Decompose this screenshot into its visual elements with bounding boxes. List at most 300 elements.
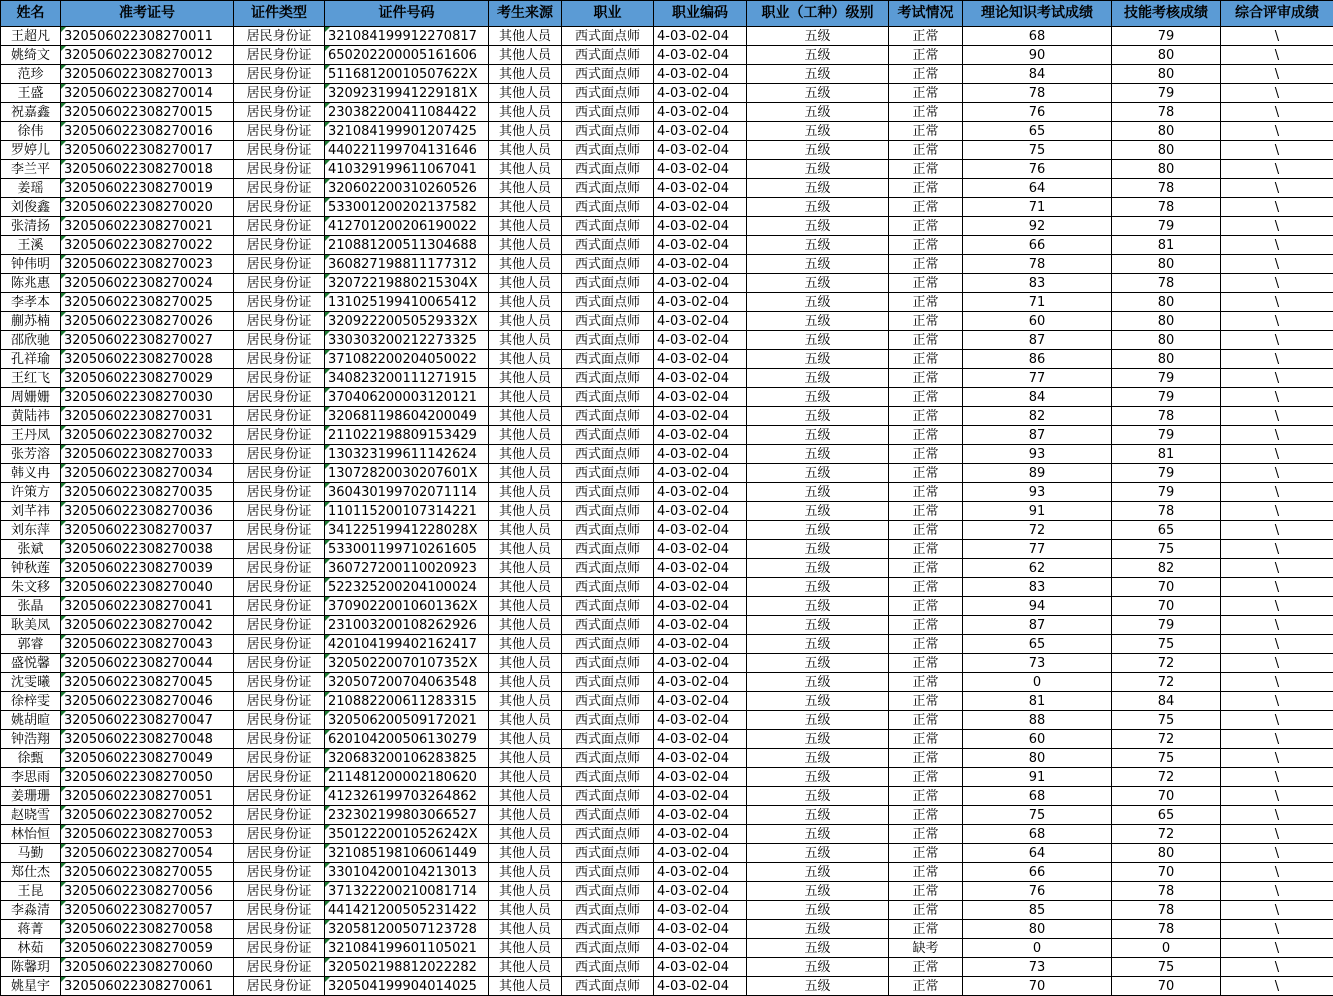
cell-name[interactable]: 王红飞 xyxy=(1,369,61,388)
cell-id-type[interactable]: 居民身份证 xyxy=(234,407,325,426)
cell-occupation-code[interactable]: 4-03-02-04 xyxy=(654,749,747,768)
cell-id-number[interactable]: 131025199410065412 xyxy=(325,293,489,312)
cell-id-number[interactable]: 321084199901207425 xyxy=(325,122,489,141)
cell-theory-score[interactable]: 66 xyxy=(963,863,1112,882)
cell-id-type[interactable]: 居民身份证 xyxy=(234,578,325,597)
cell-id-type[interactable]: 居民身份证 xyxy=(234,464,325,483)
cell-occupation-code[interactable]: 4-03-02-04 xyxy=(654,616,747,635)
cell-exam-status[interactable]: 正常 xyxy=(889,388,963,407)
cell-occupation[interactable]: 西式面点师 xyxy=(562,255,654,274)
cell-id-type[interactable]: 居民身份证 xyxy=(234,863,325,882)
cell-skill-score[interactable]: 70 xyxy=(1112,578,1221,597)
cell-id-type[interactable]: 居民身份证 xyxy=(234,711,325,730)
cell-review-score[interactable]: \ xyxy=(1221,331,1333,350)
cell-ticket-number[interactable]: 320506022308270039 xyxy=(61,559,234,578)
cell-occupation-code[interactable]: 4-03-02-04 xyxy=(654,464,747,483)
cell-ticket-number[interactable]: 320506022308270030 xyxy=(61,388,234,407)
cell-theory-score[interactable]: 78 xyxy=(963,255,1112,274)
cell-source[interactable]: 其他人员 xyxy=(489,426,562,445)
cell-id-number[interactable]: 320504199904014025 xyxy=(325,977,489,996)
cell-source[interactable]: 其他人员 xyxy=(489,673,562,692)
cell-ticket-number[interactable]: 320506022308270013 xyxy=(61,65,234,84)
cell-exam-status[interactable]: 正常 xyxy=(889,787,963,806)
cell-id-type[interactable]: 居民身份证 xyxy=(234,217,325,236)
cell-occupation[interactable]: 西式面点师 xyxy=(562,939,654,958)
cell-ticket-number[interactable]: 320506022308270051 xyxy=(61,787,234,806)
cell-occupation[interactable]: 西式面点师 xyxy=(562,578,654,597)
cell-theory-score[interactable]: 87 xyxy=(963,426,1112,445)
cell-occupation-code[interactable]: 4-03-02-04 xyxy=(654,939,747,958)
cell-theory-score[interactable]: 85 xyxy=(963,901,1112,920)
cell-theory-score[interactable]: 91 xyxy=(963,502,1112,521)
cell-name[interactable]: 邵欣驰 xyxy=(1,331,61,350)
cell-exam-status[interactable]: 正常 xyxy=(889,825,963,844)
cell-id-type[interactable]: 居民身份证 xyxy=(234,920,325,939)
cell-exam-status[interactable]: 正常 xyxy=(889,312,963,331)
cell-skill-score[interactable]: 80 xyxy=(1112,331,1221,350)
cell-exam-status[interactable]: 正常 xyxy=(889,692,963,711)
cell-exam-status[interactable]: 正常 xyxy=(889,673,963,692)
cell-occupation-code[interactable]: 4-03-02-04 xyxy=(654,27,747,46)
cell-theory-score[interactable]: 92 xyxy=(963,217,1112,236)
cell-review-score[interactable]: \ xyxy=(1221,464,1333,483)
cell-skill-score[interactable]: 79 xyxy=(1112,483,1221,502)
cell-source[interactable]: 其他人员 xyxy=(489,901,562,920)
cell-review-score[interactable]: \ xyxy=(1221,84,1333,103)
cell-review-score[interactable]: \ xyxy=(1221,502,1333,521)
cell-occupation[interactable]: 西式面点师 xyxy=(562,654,654,673)
cell-name[interactable]: 许策方 xyxy=(1,483,61,502)
header-theory-score[interactable]: 理论知识考试成绩 xyxy=(963,1,1112,27)
cell-level[interactable]: 五级 xyxy=(747,407,889,426)
cell-source[interactable]: 其他人员 xyxy=(489,331,562,350)
cell-source[interactable]: 其他人员 xyxy=(489,103,562,122)
cell-id-type[interactable]: 居民身份证 xyxy=(234,369,325,388)
cell-level[interactable]: 五级 xyxy=(747,711,889,730)
cell-ticket-number[interactable]: 320506022308270028 xyxy=(61,350,234,369)
cell-skill-score[interactable]: 82 xyxy=(1112,559,1221,578)
cell-id-number[interactable]: 37090220010601362X xyxy=(325,597,489,616)
cell-exam-status[interactable]: 正常 xyxy=(889,122,963,141)
cell-exam-status[interactable]: 正常 xyxy=(889,46,963,65)
cell-occupation[interactable]: 西式面点师 xyxy=(562,407,654,426)
cell-skill-score[interactable]: 65 xyxy=(1112,806,1221,825)
cell-id-type[interactable]: 居民身份证 xyxy=(234,977,325,996)
cell-name[interactable]: 钟秋莲 xyxy=(1,559,61,578)
cell-theory-score[interactable]: 60 xyxy=(963,312,1112,331)
cell-name[interactable]: 姚绮文 xyxy=(1,46,61,65)
cell-review-score[interactable]: \ xyxy=(1221,217,1333,236)
cell-occupation-code[interactable]: 4-03-02-04 xyxy=(654,445,747,464)
cell-id-number[interactable]: 441421200505231422 xyxy=(325,901,489,920)
cell-skill-score[interactable]: 75 xyxy=(1112,540,1221,559)
cell-level[interactable]: 五级 xyxy=(747,274,889,293)
cell-exam-status[interactable]: 缺考 xyxy=(889,939,963,958)
cell-review-score[interactable]: \ xyxy=(1221,578,1333,597)
cell-exam-status[interactable]: 正常 xyxy=(889,141,963,160)
cell-review-score[interactable]: \ xyxy=(1221,825,1333,844)
cell-occupation-code[interactable]: 4-03-02-04 xyxy=(654,160,747,179)
cell-review-score[interactable]: \ xyxy=(1221,749,1333,768)
cell-occupation-code[interactable]: 4-03-02-04 xyxy=(654,388,747,407)
cell-occupation-code[interactable]: 4-03-02-04 xyxy=(654,502,747,521)
cell-id-type[interactable]: 居民身份证 xyxy=(234,293,325,312)
cell-occupation[interactable]: 西式面点师 xyxy=(562,198,654,217)
cell-skill-score[interactable]: 84 xyxy=(1112,692,1221,711)
header-ticket-number[interactable]: 准考证号 xyxy=(61,1,234,27)
cell-source[interactable]: 其他人员 xyxy=(489,160,562,179)
cell-ticket-number[interactable]: 320506022308270037 xyxy=(61,521,234,540)
cell-id-type[interactable]: 居民身份证 xyxy=(234,654,325,673)
cell-occupation-code[interactable]: 4-03-02-04 xyxy=(654,84,747,103)
cell-skill-score[interactable]: 80 xyxy=(1112,312,1221,331)
cell-name[interactable]: 张芳溶 xyxy=(1,445,61,464)
cell-source[interactable]: 其他人员 xyxy=(489,217,562,236)
cell-id-number[interactable]: 620104200506130279 xyxy=(325,730,489,749)
cell-review-score[interactable]: \ xyxy=(1221,198,1333,217)
cell-occupation[interactable]: 西式面点师 xyxy=(562,84,654,103)
cell-review-score[interactable]: \ xyxy=(1221,673,1333,692)
cell-ticket-number[interactable]: 320506022308270019 xyxy=(61,179,234,198)
cell-exam-status[interactable]: 正常 xyxy=(889,293,963,312)
cell-id-type[interactable]: 居民身份证 xyxy=(234,103,325,122)
cell-review-score[interactable]: \ xyxy=(1221,407,1333,426)
cell-exam-status[interactable]: 正常 xyxy=(889,597,963,616)
cell-skill-score[interactable]: 78 xyxy=(1112,901,1221,920)
cell-level[interactable]: 五级 xyxy=(747,673,889,692)
cell-id-type[interactable]: 居民身份证 xyxy=(234,445,325,464)
cell-theory-score[interactable]: 65 xyxy=(963,122,1112,141)
cell-occupation[interactable]: 西式面点师 xyxy=(562,350,654,369)
cell-review-score[interactable]: \ xyxy=(1221,692,1333,711)
cell-name[interactable]: 刘东萍 xyxy=(1,521,61,540)
cell-ticket-number[interactable]: 320506022308270029 xyxy=(61,369,234,388)
cell-review-score[interactable]: \ xyxy=(1221,369,1333,388)
cell-exam-status[interactable]: 正常 xyxy=(889,65,963,84)
cell-ticket-number[interactable]: 320506022308270054 xyxy=(61,844,234,863)
cell-review-score[interactable]: \ xyxy=(1221,920,1333,939)
cell-level[interactable]: 五级 xyxy=(747,559,889,578)
cell-occupation[interactable]: 西式面点师 xyxy=(562,844,654,863)
cell-ticket-number[interactable]: 320506022308270041 xyxy=(61,597,234,616)
cell-id-type[interactable]: 居民身份证 xyxy=(234,483,325,502)
cell-level[interactable]: 五级 xyxy=(747,103,889,122)
cell-theory-score[interactable]: 75 xyxy=(963,141,1112,160)
header-id-type[interactable]: 证件类型 xyxy=(234,1,325,27)
cell-skill-score[interactable]: 79 xyxy=(1112,217,1221,236)
cell-id-type[interactable]: 居民身份证 xyxy=(234,559,325,578)
cell-review-score[interactable]: \ xyxy=(1221,540,1333,559)
cell-occupation-code[interactable]: 4-03-02-04 xyxy=(654,692,747,711)
cell-theory-score[interactable]: 62 xyxy=(963,559,1112,578)
cell-exam-status[interactable]: 正常 xyxy=(889,901,963,920)
cell-id-type[interactable]: 居民身份证 xyxy=(234,673,325,692)
cell-source[interactable]: 其他人员 xyxy=(489,521,562,540)
cell-skill-score[interactable]: 79 xyxy=(1112,369,1221,388)
cell-name[interactable]: 周姗姗 xyxy=(1,388,61,407)
cell-ticket-number[interactable]: 320506022308270045 xyxy=(61,673,234,692)
cell-skill-score[interactable]: 79 xyxy=(1112,426,1221,445)
cell-source[interactable]: 其他人员 xyxy=(489,597,562,616)
cell-theory-score[interactable]: 78 xyxy=(963,84,1112,103)
cell-level[interactable]: 五级 xyxy=(747,977,889,996)
cell-id-number[interactable]: 440221199704131646 xyxy=(325,141,489,160)
cell-source[interactable]: 其他人员 xyxy=(489,369,562,388)
cell-name[interactable]: 王丹凤 xyxy=(1,426,61,445)
cell-id-number[interactable]: 650202200005161606 xyxy=(325,46,489,65)
cell-name[interactable]: 蒯苏楠 xyxy=(1,312,61,331)
cell-name[interactable]: 耿美凤 xyxy=(1,616,61,635)
cell-level[interactable]: 五级 xyxy=(747,578,889,597)
cell-level[interactable]: 五级 xyxy=(747,635,889,654)
cell-occupation-code[interactable]: 4-03-02-04 xyxy=(654,426,747,445)
cell-id-type[interactable]: 居民身份证 xyxy=(234,274,325,293)
cell-level[interactable]: 五级 xyxy=(747,331,889,350)
cell-id-number[interactable]: 232302199803066527 xyxy=(325,806,489,825)
cell-level[interactable]: 五级 xyxy=(747,27,889,46)
cell-review-score[interactable]: \ xyxy=(1221,255,1333,274)
cell-id-type[interactable]: 居民身份证 xyxy=(234,350,325,369)
cell-occupation-code[interactable]: 4-03-02-04 xyxy=(654,236,747,255)
cell-skill-score[interactable]: 75 xyxy=(1112,958,1221,977)
cell-ticket-number[interactable]: 320506022308270044 xyxy=(61,654,234,673)
cell-level[interactable]: 五级 xyxy=(747,692,889,711)
cell-level[interactable]: 五级 xyxy=(747,445,889,464)
cell-source[interactable]: 其他人员 xyxy=(489,464,562,483)
cell-occupation[interactable]: 西式面点师 xyxy=(562,673,654,692)
cell-name[interactable]: 韩义冉 xyxy=(1,464,61,483)
cell-source[interactable]: 其他人员 xyxy=(489,540,562,559)
cell-name[interactable]: 王超凡 xyxy=(1,27,61,46)
cell-occupation-code[interactable]: 4-03-02-04 xyxy=(654,578,747,597)
cell-name[interactable]: 徐梓雯 xyxy=(1,692,61,711)
header-source[interactable]: 考生来源 xyxy=(489,1,562,27)
cell-exam-status[interactable]: 正常 xyxy=(889,882,963,901)
cell-theory-score[interactable]: 91 xyxy=(963,768,1112,787)
cell-skill-score[interactable]: 78 xyxy=(1112,103,1221,122)
cell-level[interactable]: 五级 xyxy=(747,388,889,407)
cell-level[interactable]: 五级 xyxy=(747,730,889,749)
cell-id-number[interactable]: 522325200204100024 xyxy=(325,578,489,597)
cell-name[interactable]: 郭睿 xyxy=(1,635,61,654)
cell-id-number[interactable]: 371082200204050022 xyxy=(325,350,489,369)
cell-ticket-number[interactable]: 320506022308270043 xyxy=(61,635,234,654)
cell-theory-score[interactable]: 68 xyxy=(963,787,1112,806)
cell-exam-status[interactable]: 正常 xyxy=(889,84,963,103)
cell-ticket-number[interactable]: 320506022308270061 xyxy=(61,977,234,996)
cell-id-number[interactable]: 13072820030207601X xyxy=(325,464,489,483)
cell-id-type[interactable]: 居民身份证 xyxy=(234,426,325,445)
cell-source[interactable]: 其他人员 xyxy=(489,274,562,293)
cell-skill-score[interactable]: 80 xyxy=(1112,141,1221,160)
cell-source[interactable]: 其他人员 xyxy=(489,65,562,84)
cell-review-score[interactable]: \ xyxy=(1221,597,1333,616)
cell-occupation[interactable]: 西式面点师 xyxy=(562,977,654,996)
cell-name[interactable]: 盛悦馨 xyxy=(1,654,61,673)
cell-occupation[interactable]: 西式面点师 xyxy=(562,540,654,559)
cell-level[interactable]: 五级 xyxy=(747,521,889,540)
cell-occupation-code[interactable]: 4-03-02-04 xyxy=(654,331,747,350)
cell-occupation-code[interactable]: 4-03-02-04 xyxy=(654,217,747,236)
cell-occupation[interactable]: 西式面点师 xyxy=(562,749,654,768)
cell-id-number[interactable]: 51168120010507622X xyxy=(325,65,489,84)
cell-name[interactable]: 钟伟明 xyxy=(1,255,61,274)
cell-ticket-number[interactable]: 320506022308270053 xyxy=(61,825,234,844)
header-occupation[interactable]: 职业 xyxy=(562,1,654,27)
cell-id-type[interactable]: 居民身份证 xyxy=(234,616,325,635)
cell-level[interactable]: 五级 xyxy=(747,255,889,274)
cell-occupation[interactable]: 西式面点师 xyxy=(562,103,654,122)
cell-occupation-code[interactable]: 4-03-02-04 xyxy=(654,122,747,141)
cell-source[interactable]: 其他人员 xyxy=(489,578,562,597)
cell-skill-score[interactable]: 78 xyxy=(1112,502,1221,521)
cell-occupation[interactable]: 西式面点师 xyxy=(562,597,654,616)
cell-level[interactable]: 五级 xyxy=(747,369,889,388)
cell-source[interactable]: 其他人员 xyxy=(489,920,562,939)
cell-occupation-code[interactable]: 4-03-02-04 xyxy=(654,179,747,198)
cell-exam-status[interactable]: 正常 xyxy=(889,635,963,654)
cell-source[interactable]: 其他人员 xyxy=(489,236,562,255)
cell-theory-score[interactable]: 86 xyxy=(963,350,1112,369)
cell-source[interactable]: 其他人员 xyxy=(489,407,562,426)
cell-name[interactable]: 范珍 xyxy=(1,65,61,84)
cell-source[interactable]: 其他人员 xyxy=(489,388,562,407)
cell-exam-status[interactable]: 正常 xyxy=(889,540,963,559)
cell-review-score[interactable]: \ xyxy=(1221,27,1333,46)
cell-exam-status[interactable]: 正常 xyxy=(889,958,963,977)
cell-theory-score[interactable]: 93 xyxy=(963,445,1112,464)
cell-occupation[interactable]: 西式面点师 xyxy=(562,521,654,540)
cell-exam-status[interactable]: 正常 xyxy=(889,806,963,825)
cell-source[interactable]: 其他人员 xyxy=(489,141,562,160)
cell-level[interactable]: 五级 xyxy=(747,293,889,312)
cell-occupation-code[interactable]: 4-03-02-04 xyxy=(654,730,747,749)
cell-id-number[interactable]: 320602200310260526 xyxy=(325,179,489,198)
cell-occupation-code[interactable]: 4-03-02-04 xyxy=(654,806,747,825)
cell-id-type[interactable]: 居民身份证 xyxy=(234,692,325,711)
cell-id-number[interactable]: 412701200206190022 xyxy=(325,217,489,236)
cell-name[interactable]: 钟浩翔 xyxy=(1,730,61,749)
cell-review-score[interactable]: \ xyxy=(1221,426,1333,445)
cell-occupation[interactable]: 西式面点师 xyxy=(562,122,654,141)
cell-theory-score[interactable]: 87 xyxy=(963,331,1112,350)
cell-id-type[interactable]: 居民身份证 xyxy=(234,65,325,84)
cell-name[interactable]: 李孝本 xyxy=(1,293,61,312)
cell-id-number[interactable]: 34122519941228028X xyxy=(325,521,489,540)
cell-id-type[interactable]: 居民身份证 xyxy=(234,939,325,958)
cell-theory-score[interactable]: 0 xyxy=(963,673,1112,692)
cell-skill-score[interactable]: 78 xyxy=(1112,274,1221,293)
cell-occupation-code[interactable]: 4-03-02-04 xyxy=(654,274,747,293)
cell-occupation-code[interactable]: 4-03-02-04 xyxy=(654,635,747,654)
cell-level[interactable]: 五级 xyxy=(747,122,889,141)
cell-skill-score[interactable]: 80 xyxy=(1112,293,1221,312)
cell-id-type[interactable]: 居民身份证 xyxy=(234,122,325,141)
cell-occupation-code[interactable]: 4-03-02-04 xyxy=(654,958,747,977)
cell-review-score[interactable]: \ xyxy=(1221,46,1333,65)
cell-skill-score[interactable]: 70 xyxy=(1112,863,1221,882)
cell-occupation-code[interactable]: 4-03-02-04 xyxy=(654,540,747,559)
cell-name[interactable]: 陈馨玥 xyxy=(1,958,61,977)
cell-theory-score[interactable]: 80 xyxy=(963,749,1112,768)
cell-review-score[interactable]: \ xyxy=(1221,122,1333,141)
cell-theory-score[interactable]: 71 xyxy=(963,198,1112,217)
cell-source[interactable]: 其他人员 xyxy=(489,825,562,844)
cell-occupation-code[interactable]: 4-03-02-04 xyxy=(654,46,747,65)
cell-name[interactable]: 孔祥瑜 xyxy=(1,350,61,369)
cell-occupation[interactable]: 西式面点师 xyxy=(562,635,654,654)
cell-name[interactable]: 蒋菁 xyxy=(1,920,61,939)
cell-id-number[interactable]: 320502198812022282 xyxy=(325,958,489,977)
cell-review-score[interactable]: \ xyxy=(1221,483,1333,502)
cell-id-type[interactable]: 居民身份证 xyxy=(234,502,325,521)
cell-name[interactable]: 赵晓雪 xyxy=(1,806,61,825)
cell-occupation-code[interactable]: 4-03-02-04 xyxy=(654,901,747,920)
cell-id-number[interactable]: 330303200212273325 xyxy=(325,331,489,350)
cell-occupation[interactable]: 西式面点师 xyxy=(562,236,654,255)
cell-ticket-number[interactable]: 320506022308270024 xyxy=(61,274,234,293)
cell-skill-score[interactable]: 79 xyxy=(1112,616,1221,635)
cell-id-number[interactable]: 340823200111271915 xyxy=(325,369,489,388)
cell-id-number[interactable]: 420104199402162417 xyxy=(325,635,489,654)
cell-source[interactable]: 其他人员 xyxy=(489,483,562,502)
cell-id-number[interactable]: 412326199703264862 xyxy=(325,787,489,806)
cell-ticket-number[interactable]: 320506022308270055 xyxy=(61,863,234,882)
cell-id-type[interactable]: 居民身份证 xyxy=(234,768,325,787)
cell-exam-status[interactable]: 正常 xyxy=(889,103,963,122)
cell-occupation[interactable]: 西式面点师 xyxy=(562,958,654,977)
cell-id-number[interactable]: 320507200704063548 xyxy=(325,673,489,692)
cell-id-number[interactable]: 360827198811177312 xyxy=(325,255,489,274)
cell-skill-score[interactable]: 80 xyxy=(1112,844,1221,863)
cell-id-number[interactable]: 130323199611142624 xyxy=(325,445,489,464)
cell-theory-score[interactable]: 93 xyxy=(963,483,1112,502)
cell-review-score[interactable]: \ xyxy=(1221,882,1333,901)
cell-level[interactable]: 五级 xyxy=(747,198,889,217)
cell-id-type[interactable]: 居民身份证 xyxy=(234,844,325,863)
cell-name[interactable]: 王昆 xyxy=(1,882,61,901)
cell-exam-status[interactable]: 正常 xyxy=(889,654,963,673)
cell-id-number[interactable]: 533001200202137582 xyxy=(325,198,489,217)
cell-skill-score[interactable]: 78 xyxy=(1112,920,1221,939)
cell-skill-score[interactable]: 72 xyxy=(1112,654,1221,673)
cell-exam-status[interactable]: 正常 xyxy=(889,711,963,730)
cell-id-number[interactable]: 211481200002180620 xyxy=(325,768,489,787)
cell-review-score[interactable]: \ xyxy=(1221,312,1333,331)
cell-occupation-code[interactable]: 4-03-02-04 xyxy=(654,825,747,844)
cell-occupation-code[interactable]: 4-03-02-04 xyxy=(654,673,747,692)
cell-id-number[interactable]: 32050220070107352X xyxy=(325,654,489,673)
cell-name[interactable]: 徐伟 xyxy=(1,122,61,141)
cell-exam-status[interactable]: 正常 xyxy=(889,217,963,236)
cell-review-score[interactable]: \ xyxy=(1221,711,1333,730)
cell-theory-score[interactable]: 77 xyxy=(963,369,1112,388)
cell-review-score[interactable]: \ xyxy=(1221,977,1333,996)
cell-occupation[interactable]: 西式面点师 xyxy=(562,616,654,635)
cell-source[interactable]: 其他人员 xyxy=(489,730,562,749)
cell-source[interactable]: 其他人员 xyxy=(489,882,562,901)
cell-level[interactable]: 五级 xyxy=(747,749,889,768)
cell-id-type[interactable]: 居民身份证 xyxy=(234,958,325,977)
cell-skill-score[interactable]: 72 xyxy=(1112,673,1221,692)
cell-review-score[interactable]: \ xyxy=(1221,274,1333,293)
cell-review-score[interactable]: \ xyxy=(1221,654,1333,673)
cell-review-score[interactable]: \ xyxy=(1221,863,1333,882)
cell-theory-score[interactable]: 89 xyxy=(963,464,1112,483)
cell-level[interactable]: 五级 xyxy=(747,806,889,825)
cell-id-type[interactable]: 居民身份证 xyxy=(234,825,325,844)
cell-theory-score[interactable]: 68 xyxy=(963,27,1112,46)
